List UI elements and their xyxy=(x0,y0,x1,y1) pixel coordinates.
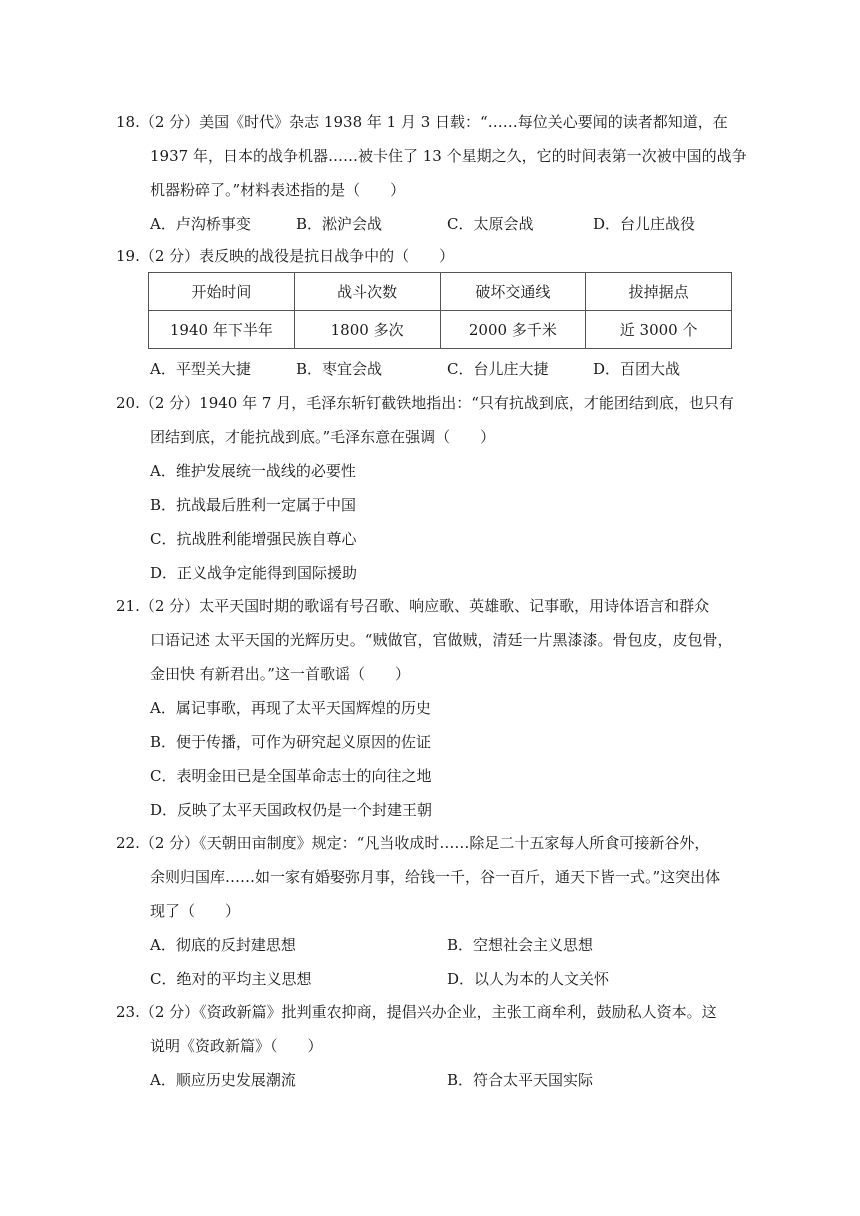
question-text: 说明《资政新篇》（ ） xyxy=(150,1037,323,1055)
table-cell: 1800 多次 xyxy=(294,311,440,349)
option-b[interactable]: B．枣宜会战 xyxy=(296,360,383,378)
question-text: 19.（2 分）表反映的战役是抗日战争中的（ ） xyxy=(116,247,455,265)
question-text: 21.（2 分）太平天国时期的歌谣有号召歌、响应歌、英雄歌、记事歌，用诗体语言和群众 xyxy=(116,597,710,615)
table-header-cell: 拔掉据点 xyxy=(586,273,732,311)
question-text: 22.（2 分）《天朝田亩制度》规定：“凡当收成时……除足二十五家每人所食可接新谷外， xyxy=(116,834,710,852)
question-text: 余则归国库……如一家有婚娶弥月事，给钱一千，谷一百斤，通天下皆一式。”这突出体 xyxy=(150,868,721,886)
table-row xyxy=(149,311,732,349)
option-c[interactable]: C．太原会战 xyxy=(447,215,534,233)
option-d[interactable]: D．反映了太平天国政权仍是一个封建王朝 xyxy=(150,801,433,819)
table-header-cell: 开始时间 xyxy=(149,273,295,311)
option-d[interactable]: D．正义战争定能得到国际援助 xyxy=(150,564,358,582)
option-c[interactable]: C．绝对的平均主义思想 xyxy=(150,970,312,988)
option-a[interactable]: A．彻底的反封建思想 xyxy=(150,936,296,954)
option-b[interactable]: B．淞沪会战 xyxy=(296,215,383,233)
option-b[interactable]: B．符合太平天国实际 xyxy=(447,1071,594,1089)
table-cell: 近 3000 个 xyxy=(586,311,732,349)
table-cell: 1940 年下半年 xyxy=(149,311,295,349)
option-c[interactable]: C．抗战胜利能增强民族自尊心 xyxy=(150,530,357,548)
option-b[interactable]: B．抗战最后胜利一定属于中国 xyxy=(150,496,357,514)
table-cell: 2000 多千米 xyxy=(440,311,586,349)
question-text: 团结到底，才能抗战到底。”毛泽东意在强调（ ） xyxy=(150,428,496,446)
option-d[interactable]: D．台儿庄战役 xyxy=(593,215,696,233)
question-text: 20.（2 分）1940 年 7 月，毛泽东斩钉截铁地指出：“只有抗战到底，才能团结到底，也只有 xyxy=(116,394,734,412)
table-header-cell: 破坏交通线 xyxy=(440,273,586,311)
option-c[interactable]: C．台儿庄大捷 xyxy=(447,360,549,378)
option-a[interactable]: A．顺应历史发展潮流 xyxy=(150,1071,296,1089)
table-header-row xyxy=(149,273,732,311)
question-text: 现了（ ） xyxy=(150,902,241,920)
question-text: 口语记述 太平天国的光辉历史。“贼做官，官做贼，清廷一片黑漆漆。骨包皮，皮包骨， xyxy=(150,631,733,649)
question-text: 23.（2 分）《资政新篇》批判重农抑商，提倡兴办企业，主张工商牟利，鼓励私人资本。这 xyxy=(116,1003,717,1021)
option-a[interactable]: A．维护发展统一战线的必要性 xyxy=(150,462,356,480)
option-b[interactable]: B．便于传播，可作为研究起义原因的佐证 xyxy=(150,733,432,751)
option-a[interactable]: A．属记事歌，再现了太平天国辉煌的历史 xyxy=(150,699,431,717)
option-a[interactable]: A．平型关大捷 xyxy=(150,360,251,378)
question-text: 18.（2 分）美国《时代》杂志 1938 年 1 月 3 日载：“……每位关心要闻的读者都知道，在 xyxy=(116,113,728,131)
question-text: 机器粉碎了。”材料表述指的是（ ） xyxy=(150,181,406,199)
option-c[interactable]: C．表明金田已是全国革命志士的向往之地 xyxy=(150,767,432,785)
table-header-cell: 战斗次数 xyxy=(294,273,440,311)
battle-stats-table xyxy=(148,272,732,349)
question-text: 1937 年，日本的战争机器……被卡住了 13 个星期之久，它的时间表第一次被中国的战争 xyxy=(150,147,747,165)
option-d[interactable]: D．以人为本的人文关怀 xyxy=(447,970,610,988)
option-b[interactable]: B．空想社会主义思想 xyxy=(447,936,594,954)
option-d[interactable]: D．百团大战 xyxy=(593,360,681,378)
question-text: 金田快 有新君出。”这一首歌谣（ ） xyxy=(150,665,410,683)
option-a[interactable]: A．卢沟桥事变 xyxy=(150,215,251,233)
